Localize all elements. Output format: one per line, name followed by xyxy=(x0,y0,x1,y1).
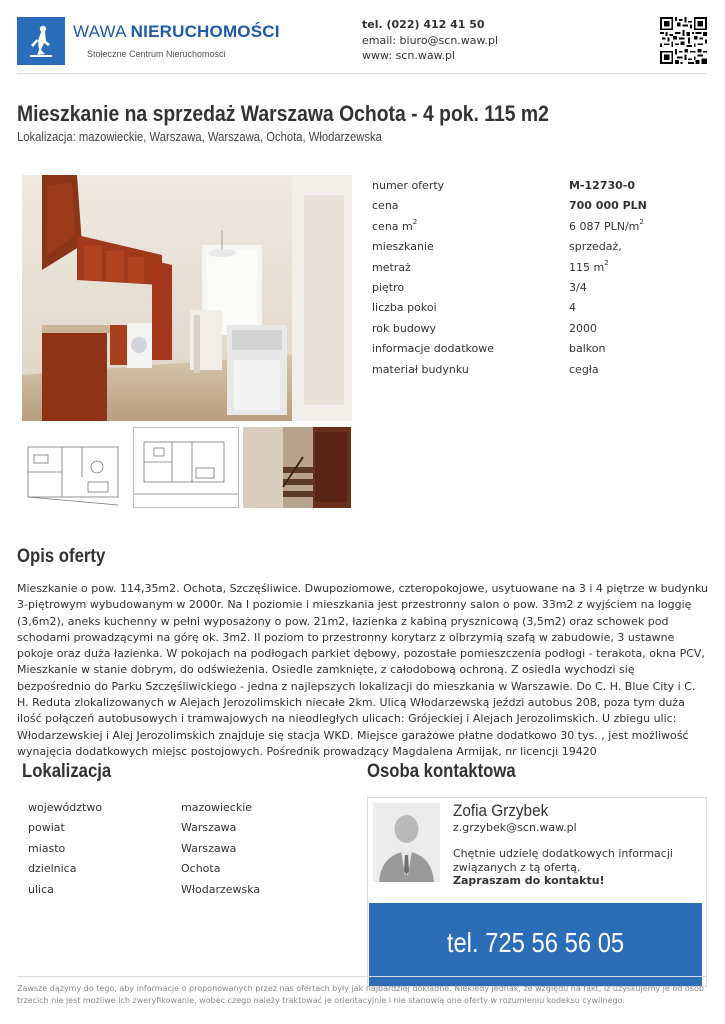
spec-row-price xyxy=(372,196,672,216)
spec-row-floor xyxy=(372,278,672,298)
spec-row-offer-number xyxy=(372,176,672,196)
spec-row-year-built xyxy=(372,319,672,339)
description-heading: Opis oferty xyxy=(17,546,106,567)
location-row-district xyxy=(28,859,328,879)
spec-value: 115 m xyxy=(569,260,605,274)
spec-label-sup: 2 xyxy=(412,217,418,226)
spec-value-wrap xyxy=(569,258,609,274)
spec-label: piętro xyxy=(372,280,405,294)
location-label: ulica xyxy=(28,882,54,896)
spec-label: liczba pokoi xyxy=(372,301,437,315)
spec-value-sup: 2 xyxy=(604,258,609,267)
thumbnail-floorplan-2[interactable] xyxy=(133,427,239,508)
location-label: miasto xyxy=(28,841,66,855)
location-value: Warszawa xyxy=(181,821,237,835)
location-label: województwo xyxy=(28,801,103,814)
spec-value: 700 000 PLN xyxy=(569,199,647,213)
description-text: Mieszkanie o pow. 114,35m2. Ochota, Szczęśliwice. Dwupoziomowe, czteropokojowe, usytuowane na 3 i 4 piętrze w budynku 3-piętrowym wybudowanym w 2000r. Na I poziomie i mieszkania jest przestronny salon o pow. 33m2 z wyjściem na loggię (3,6m2), aneks kuchenny w pełni wyposażony o pow. 21m2, łazienka z kabiną prysznicową (3,5m2) oraz schowek pod schodami prowadzącymi na górę ok. 3m2. II poziom to przestronny korytarz z olbrzymią szafą w zabudowie, 3 ustawne pokoje oraz duża łazienka. W pokojach na podłogach parkiet dębowy, pozostałe pomieszczenia podłogi - terakota, okna PCV, Mieszkanie w stanie dobrym, do odświeżenia. Osiedle zamknięte, z całodobową ochroną. Z osiedla wychodzi się bezpośrednio do Parku Szczęśliwickiego - jedna z najlepszych lokalizacji do mieszkania w Warszawie. Do C. H. Blue City i C. H. Reduta zlokalizowanych w Alejach Jerozolimskich niecałe 2km. Ulicą Włodarzewską jeździ autobus 208, poza tym duża ilość połączeń autobusowych i tramwajowych na nieodległych ulicach: Grójeckiej i Alejach Jerozolimskich. U zbiegu ulic: Włodarzewskiej i Alej Jerozolimskich znajduje się stacja WKD. Miejsce garażowe płatne dodatkowo 30 tys. , jest możliwość wynajęcia dodatkowych miejsc postojowych. Pośrednik prowadzący Magdalena Armijak, nr licencji 19420 xyxy=(17,582,708,758)
spec-label: numer oferty xyxy=(372,179,445,192)
spec-value: 4 xyxy=(569,301,576,315)
brand-logo[interactable] xyxy=(17,17,65,65)
listing-location: Lokalizacja: mazowieckie, Warszawa, Warszawa, Ochota, Włodarzewska xyxy=(17,130,382,144)
spec-row-price-per-m2 xyxy=(372,217,672,237)
spec-value-sup: 2 xyxy=(639,217,644,226)
location-value: mazowieckie xyxy=(181,801,253,814)
spec-label-wrap xyxy=(372,217,418,233)
agency-contact xyxy=(362,17,498,64)
agency-phone[interactable]: tel. (022) 412 41 50 xyxy=(362,18,485,31)
spec-value: sprzedaż, xyxy=(569,240,622,254)
spec-row-type xyxy=(372,237,672,257)
spec-row-extra-info xyxy=(372,339,672,359)
contact-person-heading: Osoba kontaktowa xyxy=(367,761,516,782)
qr-code-icon xyxy=(660,17,707,64)
spec-label: metraż xyxy=(372,260,411,274)
spec-value: 2000 xyxy=(569,321,597,335)
spec-row-rooms xyxy=(372,298,672,318)
spec-row-material xyxy=(372,360,672,380)
contact-person-cta: Zapraszam do kontaktu! xyxy=(453,874,605,887)
location-row-street xyxy=(28,880,328,900)
location-row-voivodeship xyxy=(28,798,328,818)
footer-divider xyxy=(17,976,707,977)
contact-phone-box[interactable] xyxy=(369,903,702,986)
location-heading: Lokalizacja xyxy=(22,761,112,782)
spec-label: rok budowy xyxy=(372,321,437,335)
contact-phone-number[interactable]: tel. 725 56 56 05 xyxy=(446,927,625,958)
location-value: Włodarzewska xyxy=(181,882,261,896)
person-silhouette-icon xyxy=(373,803,440,882)
avatar xyxy=(373,803,440,882)
spec-value: 6 087 PLN/m xyxy=(569,219,640,233)
location-table xyxy=(28,798,328,900)
brand-name-light: WAWA xyxy=(73,22,131,41)
location-row-city xyxy=(28,839,328,859)
contact-person-message: Chętnie udzielę dodatkowych informacji związanych z tą ofertą. xyxy=(453,847,673,874)
thumbnail-floorplan-1[interactable] xyxy=(22,427,130,508)
brand-name xyxy=(73,22,280,42)
spec-value-wrap xyxy=(569,217,644,233)
spec-value: balkon xyxy=(569,342,606,356)
spec-label: mieszkanie xyxy=(372,240,434,254)
spec-label: materiał budynku xyxy=(372,362,469,376)
location-label: powiat xyxy=(28,821,65,835)
location-value: Warszawa xyxy=(181,841,237,855)
spec-value: 3/4 xyxy=(569,280,587,294)
location-value: Ochota xyxy=(181,862,221,876)
spec-label: cena m xyxy=(372,219,413,233)
contact-person-email[interactable]: z.grzybek@scn.waw.pl xyxy=(453,821,577,834)
header-divider xyxy=(17,73,707,74)
spec-row-area xyxy=(372,258,672,278)
agency-website[interactable]: www: scn.waw.pl xyxy=(362,49,456,62)
mermaid-logo-icon xyxy=(17,17,65,65)
agency-email[interactable]: email: biuro@scn.waw.pl xyxy=(362,33,499,47)
footer-disclaimer: Zawsze dążymy do tego, aby informacje o proponowanych przez nas ofertach były jak najbardziej dokładne. Niekiedy jednak, ze względu na fakt, iż uzyskujemy je od osób trzecich nie jest możliwe ich zweryfikowanie, wobec czego należy traktować je orientacyjnie i nie stanowią one oferty w rozumieniu kodeksu cywilnego. xyxy=(17,984,704,1005)
spec-label: cena xyxy=(372,199,399,213)
spec-label: informacje dodatkowe xyxy=(372,342,495,356)
spec-value: M-12730-0 xyxy=(569,179,635,192)
thumbnail-stairs[interactable] xyxy=(243,427,351,508)
contact-person-name: Zofia Grzybek xyxy=(453,801,549,820)
location-row-county xyxy=(28,818,328,838)
contact-person-message-block xyxy=(453,847,693,888)
main-photo-kitchen[interactable] xyxy=(22,175,352,421)
contact-person-card xyxy=(367,797,707,987)
brand-subtitle: Stołeczne Centrum Nieruchomości xyxy=(87,49,226,59)
location-label: dzielnica xyxy=(28,862,77,876)
specs-table xyxy=(372,176,672,380)
spec-value: cegła xyxy=(569,362,599,376)
brand-name-bold: NIERUCHOMOŚCI xyxy=(130,22,280,41)
listing-title: Mieszkanie na sprzedaż Warszawa Ochota - 4 pok. 115 m2 xyxy=(17,101,549,126)
